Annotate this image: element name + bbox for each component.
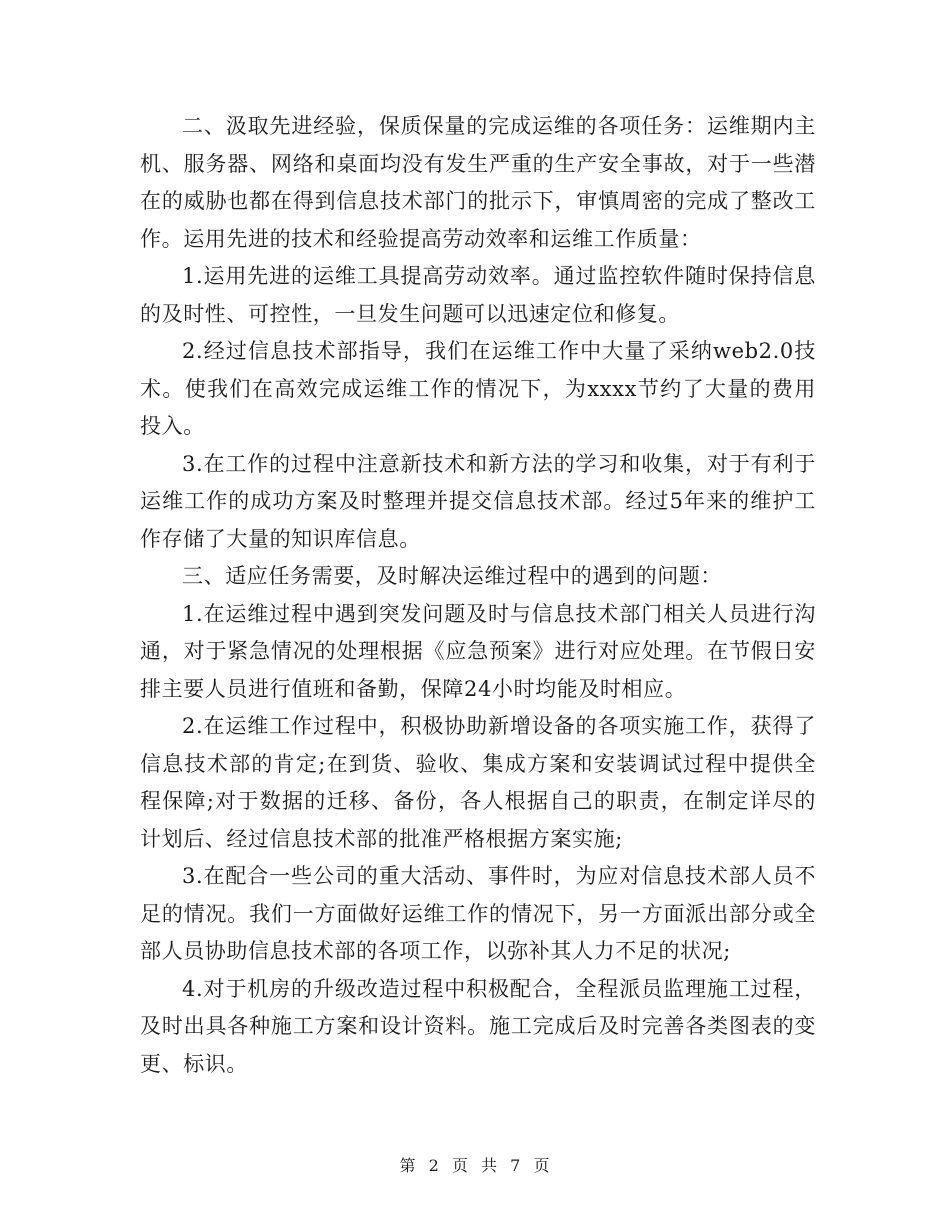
footer-current-page: 2: [428, 1156, 440, 1175]
footer-suffix: 页: [533, 1156, 551, 1175]
page-footer: [0, 1153, 950, 1176]
document-body: [140, 108, 816, 1083]
paragraph-item-2-equipment: 2.在运维工作过程中，积极协助新增设备的各项实施工作，获得了信息技术部的肯定;在到货、验收、集成方案和安装调试过程中提供全程保障;对于数据的迁移、备份，各人根据自己的职责，在制定详尽的计划后、经过信息技术部的批准严格根据方案实施;: [140, 714, 816, 851]
paragraph-item-4-machine-room: 4.对于机房的升级改造过程中积极配合，全程派员监理施工过程，及时出具各种施工方案和设计资料。施工完成后及时完善各类图表的变更、标识。: [140, 976, 816, 1076]
footer-total-word: 共: [481, 1156, 499, 1175]
paragraph-item-3-support: 3.在配合一些公司的重大活动、事件时，为应对信息技术部人员不足的情况。我们一方面做好运维工作的情况下，另一方面派出部分或全部人员协助信息技术部的各项工作，以弥补其人力不足的状况;: [140, 864, 816, 963]
paragraph-section-two-intro: 二、汲取先进经验，保质保量的完成运维的各项任务：运维期内主机、服务器、网络和桌面均没有发生严重的生产安全事故，对于一些潜在的威胁也都在得到信息技术部门的批示下，审慎周密的完成了整改工作。运用先进的技术和经验提高劳动效率和运维工作质量：: [140, 114, 816, 251]
footer-total-pages: 7: [510, 1156, 522, 1175]
paragraph-item-1-tools: 1.运用先进的运维工具提高劳动效率。通过监控软件随时保持信息的及时性、可控性，一旦发生问题可以迅速定位和修复。: [140, 264, 816, 326]
paragraph-item-1-emergency: 1.在运维过程中遇到突发问题及时与信息技术部门相关人员进行沟通，对于紧急情况的处理根据《应急预案》进行对应处理。在节假日安排主要人员进行值班和备勤，保障24小时均能及时相应。: [140, 601, 816, 701]
paragraph-item-2-web: 2.经过信息技术部指导，我们在运维工作中大量了采纳web2.0技术。使我们在高效完成运维工作的情况下，为xxxx节约了大量的费用投入。: [140, 339, 816, 438]
footer-page-word: 页: [451, 1156, 469, 1175]
footer-prefix: 第: [399, 1156, 417, 1175]
paragraph-section-three-heading: 三、适应任务需要，及时解决运维过程中的遇到的问题：: [182, 564, 722, 588]
paragraph-item-3-knowledge: 3.在工作的过程中注意新技术和新方法的学习和收集，对于有利于运维工作的成功方案及时整理并提交信息技术部。经过5年来的维护工作存储了大量的知识库信息。: [140, 451, 816, 551]
